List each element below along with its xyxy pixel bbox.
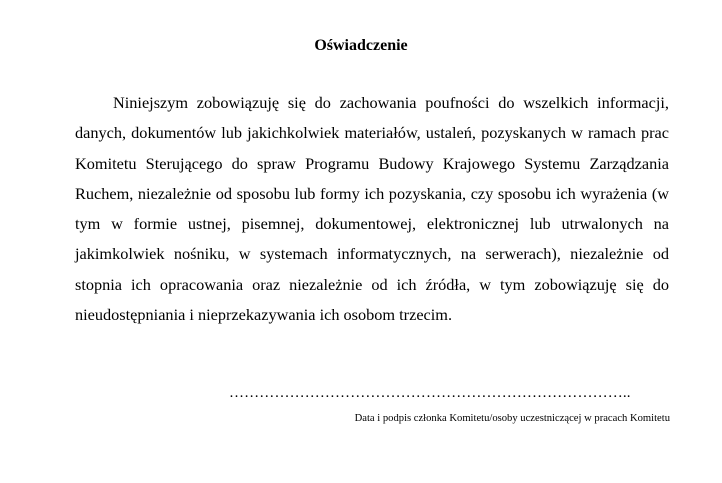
document-title: Oświadczenie — [314, 37, 408, 54]
signature-caption: Data i podpis członka Komitetu/osoby uczestniczącej w pracach Komitetu — [354, 413, 670, 424]
declaration-paragraph: Niniejszym zobowiązuję się do zachowania poufności do wszelkich informacji, danych, dokumentów lub jakichkolwiek materiałów, ustaleń, pozyskanych w ramach prac Komitetu Sterującego do spraw Programu Budowy Krajowego Systemu Zarządzania Ruchem, niezależnie od sposobu lub formy ich pozyskania, czy sposobu ich wyrażenia (w tym w formie ustnej, pisemnej, dokumentowej, elektronicznej lub utrwalonych na jakimkolwiek nośniku, w systemach informatycznych, na serwerach), niezależnie od stopnia ich opracowania oraz niezależnie od ich źródła, w tym zobowiązuję się do nieudostępniania i nieprzekazywania ich osobom trzecim. — [75, 93, 669, 325]
signature-line: …………………………………………………………………….. — [229, 385, 631, 401]
